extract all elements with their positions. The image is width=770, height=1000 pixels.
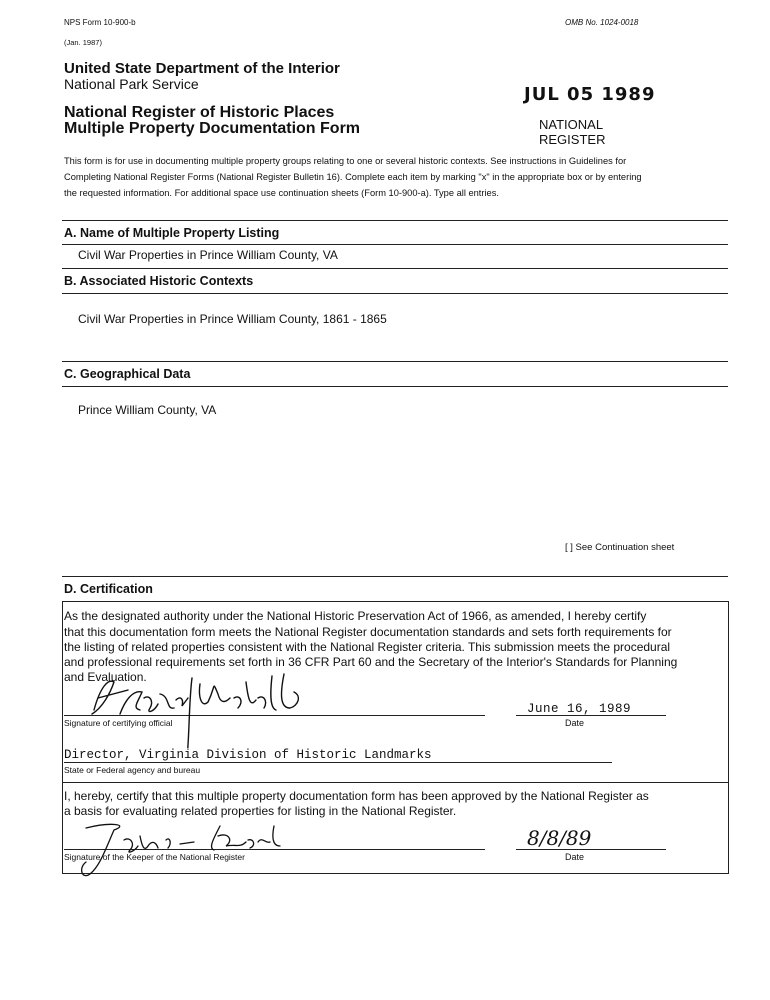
omb-number: OMB No. 1024-0018 [565,18,639,27]
section-b-heading: B. Associated Historic Contexts [64,274,254,288]
section-a-mid-rule [62,244,728,245]
keeper-date-line [516,849,666,850]
section-d-top-rule [62,576,728,577]
section-b-top-rule [62,268,728,269]
instructions-line-1: This form is for use in documenting multiple property groups relating to one or several historic contexts. See instructions in Guidelines for [64,156,627,166]
agency-label: State or Federal agency and bureau [64,765,201,775]
section-c-top-rule [62,361,728,362]
approval-text-1: I, hereby, certify that this multiple property documentation form has been approved by the National Register as [64,789,649,803]
instructions-line-2: Completing National Register Forms (National Register Bulletin 16). Complete each item by marking "x" in the appropriate box or by entering [64,172,642,182]
certification-text-4: and professional requirements set forth in 36 CFR Part 60 and the Secretary of the Interior's Standards for Planning [64,655,678,669]
continuation-sheet-checkbox[interactable]: [ ] See Continuation sheet [565,542,675,553]
certification-text-3: the listing of related properties consistent with the National Register criteria. This submission meets the procedural [64,640,671,654]
certifying-official-signature [80,668,310,748]
received-stamp-line-1: NATIONAL [539,117,604,132]
keeper-date-label: Date [565,852,585,862]
form-title-line-2: Multiple Property Documentation Form [64,120,361,137]
certification-text-2: that this documentation form meets the National Register documentation standards and sets forth requirements for [64,625,672,639]
certification-text-1: As the designated authority under the National Historic Preservation Act of 1966, as amended, I hereby certify [64,609,647,623]
section-c-value: Prince William County, VA [78,403,217,417]
signature-date-value: June 16, 1989 [527,702,632,716]
received-stamp-date: JUL 05 1989 [524,84,656,105]
instructions-line-3: the requested information. For additional space use continuation sheets (Form 10-900-a). Type all entries. [64,188,499,198]
approval-text-2: a basis for evaluating related properties for listing in the National Register. [64,804,457,818]
agency-line [64,762,612,763]
date-label: Date [565,718,585,728]
service-name: National Park Service [64,76,199,92]
date-line [516,715,666,716]
section-c-mid-rule [62,386,728,387]
form-title-line-1: National Register of Historic Places [64,104,335,121]
certification-text-5: and Evaluation. [64,670,147,684]
section-c-heading: C. Geographical Data [64,367,191,381]
received-stamp-line-2: REGISTER [539,132,606,147]
section-d-heading: D. Certification [64,582,153,596]
signature-label: Signature of certifying official [64,718,173,728]
agency-value: Director, Virginia Division of Historic Landmarks [64,748,432,762]
section-b-value: Civil War Properties in Prince William County, 1861 - 1865 [78,312,387,326]
form-date: (Jan. 1987) [64,38,102,47]
section-a-heading: A. Name of Multiple Property Listing [64,226,280,240]
keeper-date-value: 8/8/89 [527,826,592,850]
section-b-mid-rule [62,293,728,294]
section-a-value: Civil War Properties in Prince William County, VA [78,248,338,262]
department-name: United State Department of the Interior [64,60,340,77]
keeper-signature-label: Signature of the Keeper of the National Register [64,852,245,862]
keeper-signature [70,818,300,884]
form-number: NPS Form 10-900-b [64,18,136,27]
section-a-top-rule [62,220,728,221]
